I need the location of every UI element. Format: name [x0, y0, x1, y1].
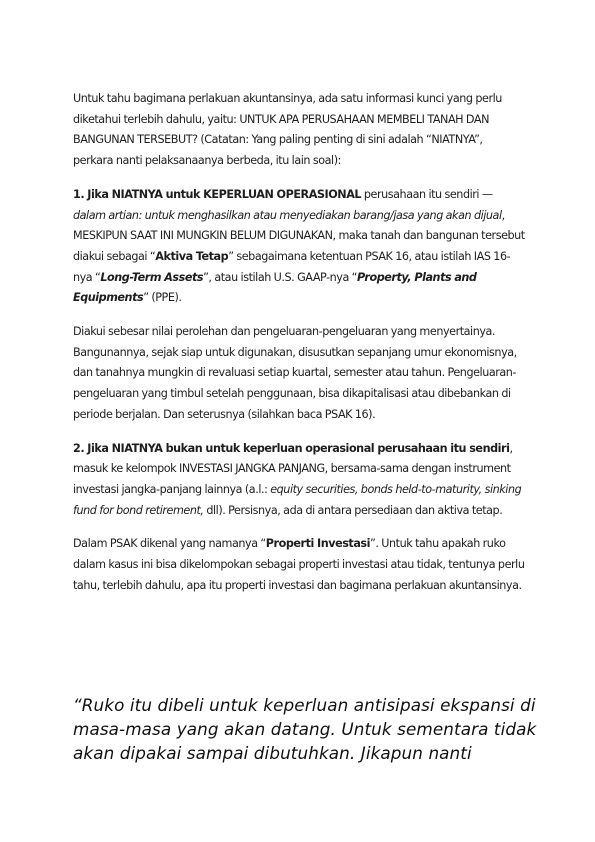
paragraph-point-1	[73, 185, 525, 309]
paragraph-intro	[73, 89, 525, 172]
pull-quote: “Ruko itu dibeli untuk keperluan antisipasi ekspansi di masa-masa yang akan datang. Untuk sementara tidak akan dipakai sampai dibutuhkan. Jikapun nanti	[73, 695, 537, 764]
paragraph-point-2	[73, 439, 525, 522]
point-1-heading: 1. Jika NIATNYA untuk KEPERLUAN OPERASIONAL	[73, 187, 362, 201]
term-aktiva-tetap: Aktiva Tetap	[155, 249, 229, 263]
psak-text-b: ”. Untuk tahu apakah ruko dalam kasus ini bisa dikelompokan sebagai properti investasi atau tidak, tentunya perlu tahu, terlebih dahulu, apa itu properti investasi dan bagimana perlakuan akuntansinya.	[73, 537, 525, 592]
point-2-italic-examples: equity securities, bonds held-to-maturity, sinking fund for bond retirement,	[73, 482, 522, 517]
paragraph-properti-investasi	[73, 534, 525, 596]
psak-text-a: Dalam PSAK dikenal yang namanya “	[73, 537, 266, 551]
point-2-text-a: , masuk ke kelompok INVESTASI JANGKA PANJANG, bersama-sama dengan instrument investasi jangka-panjang lainnya (a.l.:	[73, 441, 513, 496]
intro-text: Untuk tahu bagimana perlakuan akuntansinya, ada satu informasi kunci yang perlu diketahui terlebih dahulu, yaitu: UNTUK APA PERUSAHAAN MEMBELI TANAH DAN BANGUNAN TERSEBUT? (Catatan: Yang paling penting di sini adalah “NIATNYA”, perkara nanti pelaksanaanya berbeda, itu lain soal):	[73, 92, 502, 168]
term-long-term-assets: Long-Term Assets	[100, 270, 204, 284]
point-1-text-e: ” (PPE).	[143, 291, 182, 305]
point-1-text-c: ” sebagaimana ketentuan PSAK 16, atau istilah IAS 16-nya “	[73, 249, 511, 284]
point-1-text-d: ”, atau istilah U.S. GAAP-nya “	[203, 270, 358, 284]
point-2-text-b: dll). Persisnya, ada di antara persediaan dan aktiva tetap.	[203, 503, 503, 517]
recognition-text: Diakui sebesar nilai perolehan dan pengeluaran-pengeluaran yang menyertainya. Bangunannya, sejak siap untuk digunakan, disusutkan sepanjang umur ekonomisnya, dan tanahnya mungkin di revaluasi setiap kuartal, semester atau tahun. Pengeluaran-pengeluaran yang timbul setelah penggunaan, bisa dikapitalisasi atau dibebankan di periode berjalan. Dan seterusnya (silahkan baca PSAK 16).	[73, 325, 517, 421]
term-ppe: Property, Plants and Equipments	[73, 270, 477, 305]
point-1-italic-note: dalam artian: untuk menghasilkan atau menyediakan barang/jasa yang akan dijual	[73, 208, 502, 222]
point-1-text-b: , MESKIPUN SAAT INI MUNGKIN BELUM DIGUNAKAN, maka tanah dan bangunan tersebut diakui sebagai “	[73, 208, 525, 263]
paragraph-recognition	[73, 322, 525, 426]
point-1-text-a: perusahaan itu sendiri —	[361, 187, 493, 201]
point-2-heading: 2. Jika NIATNYA bukan untuk keperluan operasional perusahaan itu sendiri	[73, 441, 510, 455]
term-properti-investasi: Properti Investasi	[265, 537, 371, 551]
